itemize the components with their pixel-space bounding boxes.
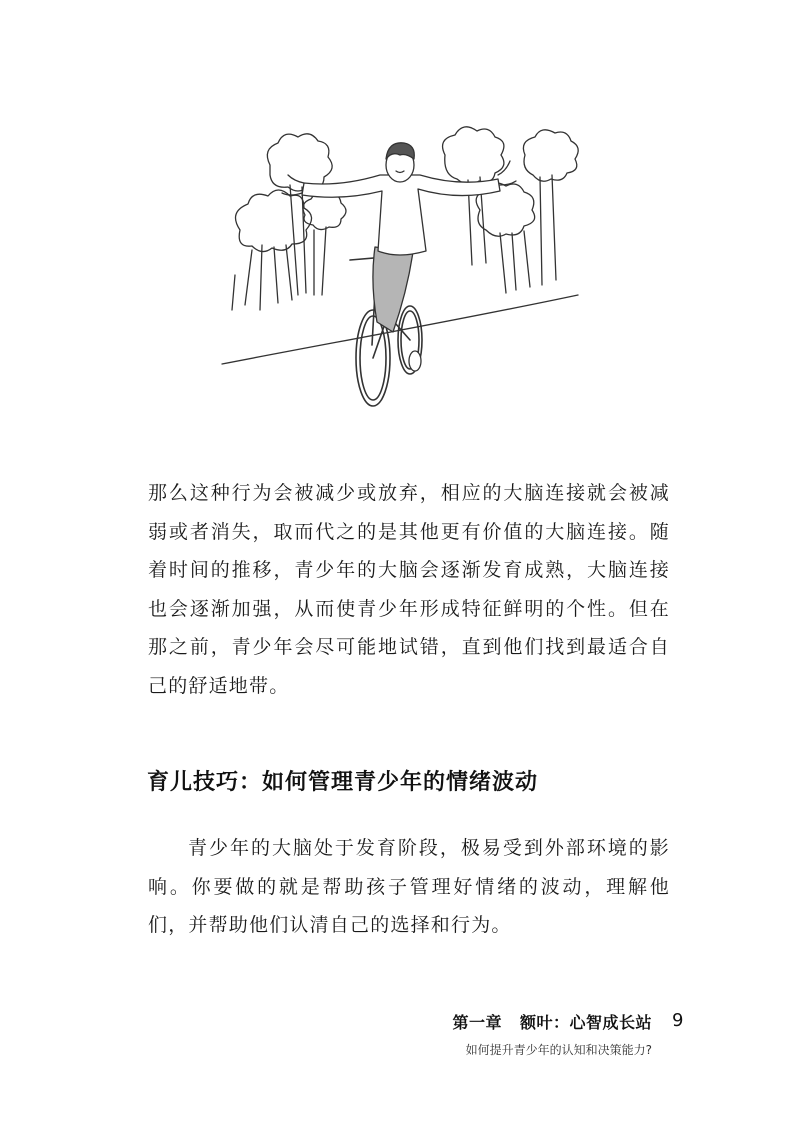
page-number: 9 [672,1010,684,1031]
footer-subtitle: 如何提升青少年的认知和决策能力? [465,1043,652,1057]
boy-on-bicycle-illustration [210,115,590,415]
chapter-title: 额叶：心智成长站 [519,1013,652,1032]
pants [373,247,413,332]
footer-chapter [452,1010,652,1033]
right-trees [443,127,579,293]
tip-paragraph: 青少年的大脑处于发育阶段，极易受到外部环境的影响。你要做的就是帮助孩子管理好情绪的波动，理解他们，并帮助他们认清自己的选择和行为。 [148,837,670,936]
shirt [302,175,500,255]
chapter-number: 第一章 [452,1013,502,1032]
boy [282,143,516,371]
body-paragraph: 那么这种行为会被减少或放弃，相应的大脑连接就会被减弱或者消失，取而代之的是其他更有价值的大脑连接。随着时间的推移，青少年的大脑会逐渐发育成熟，大脑连接也会逐渐加强，从而使青少年形成特征鲜明的个性。但在那之前，青少年会尽可能地试错，直到他们找到最适合自己的舒适地带。 [148,482,670,697]
shoe [409,351,421,371]
right-hand [498,161,516,185]
left-trees [232,134,346,310]
section-heading: 育儿技巧：如何管理青少年的情绪波动 [147,770,539,795]
